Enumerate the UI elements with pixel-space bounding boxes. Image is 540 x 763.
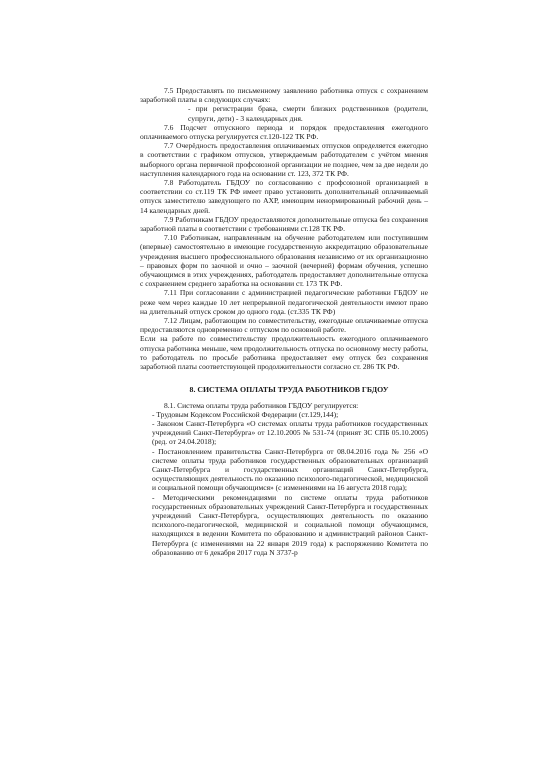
paragraph-p8-1c: - Постановлением правительства Санкт-Петербурга от 08.04.2016 года № 256 «О системе оплаты труда работников государственных образовательных организаций Санкт-Петербурга и государственных организаций Санкт-Петербурга, осуществляющих деятельность по оказанию психолого-педагогической, медицинской и социальной помощи обучающимся» (с изменениями на 16 августа 2018 года);: [152, 446, 428, 493]
paragraph-p8-1b: - Законом Санкт-Петербурга «О системах оплаты труда работников государственных учреждений Санкт-Петербурга» от 12.10.2005 № 531-74 (принят ЗС СПБ 05.10.2005) (ред. от 24.04.2018);: [152, 418, 428, 447]
paragraph-p7-12: 7.12 Лицам, работающим по совместительству, ежегодные оплачиваемые отпуска предоставляются одновременно с отпуском по основной работе.: [140, 316, 428, 335]
paragraph-p7-6: 7.6 Подсчет отпускного периода и порядок предоставления ежегодного оплачиваемого отпуска регулируется ст.120-122 ТК РФ.: [140, 122, 428, 142]
paragraph-p7-7: 7.7 Очерёдность предоставления оплачиваемых отпусков определяется ежегодно в соответствии с графиком отпусков, утверждаемым работодателем с учётом мнения выборного органа первичной профсоюзной организации не позднее, чем за две недели до наступления календарного года на основании ст. 123, 372 ТК РФ.: [140, 141, 428, 178]
paragraph-p7-12b: Если на работе по совместительству продолжительность ежегодного оплачиваемого отпуска работника меньше, чем продолжительность отпуска по основному месту работы, то работодатель по просьбе работника предоставляет ему отпуск без сохранения заработной платы соответствующей продолжительности согласно ст. 286 ТК РФ.: [140, 334, 428, 372]
section-8-heading: 8. СИСТЕМА ОПЛАТЫ ТРУДА РАБОТНИКОВ ГБДОУ: [189, 385, 389, 395]
paragraph-p8-1d: - Методическими рекомендациями по системе оплаты труда работников государственных образовательных учреждений Санкт-Петербурга и государственных учреждений Санкт-Петербурга, осуществляющих деятельность по оказанию психолого-педагогической, медицинской и социальной помощи обучающимся, находящихся в ведении Комитета по образованию и администраций районов Санкт-Петербурга (с изменениями на 22 января 2019 года) к распоряжению Комитета по образованию от 6 декабря 2017 года N 3737-р: [152, 492, 428, 557]
paragraph-p8-1a: - Трудовым Кодексом Российской Федерации (ст.129,144);: [152, 409, 339, 419]
paragraph-p7-5a: - при регистрации брака, смерти близких родственников (родители, супруги, дети) - 3 календарных дня.: [188, 104, 428, 123]
section-8-paragraphs: [140, 401, 428, 557]
paragraph-p7-11: 7.11 При согласовании с администрацией педагогические работники ГБДОУ не реже чем через каждые 10 лет непрерывной педагогической деятельности имеют право на длительный отпуск сроком до одного года. (ст.335 ТК РФ): [140, 288, 428, 316]
section-7-paragraphs: [140, 86, 428, 371]
paragraph-p7-5: 7.5 Предоставлять по письменному заявлению работника отпуск с сохранением заработной платы в следующих случаях:: [140, 86, 428, 105]
paragraph-p7-10: 7.10 Работникам, направленным на обучение работодателем или поступившим (впервые) самостоятельно в имеющие государственную аккредитацию образовательные учреждения высшего профессионального образования независимо от их организационно – правовых форм по заочной и очно – заочной (вечерней) формам обучения, успешно обучающимся в этих учреждениях, работодатель предоставляет дополнительные отпуска с сохранением среднего заработка на основании ст. 173 ТК РФ.: [140, 233, 428, 289]
paragraph-p7-9: 7.9 Работникам ГБДОУ предоставляются дополнительные отпуска без сохранения заработной платы в соответствии с требованиями ст.128 ТК РФ.: [140, 214, 428, 234]
paragraph-p8-1: 8.1. Система оплаты труда работников ГБДОУ регулируется:: [164, 400, 359, 410]
paragraph-p7-8: 7.8 Работодатель ГБДОУ по согласованию с профсоюзной организацией в соответствии со ст.119 ТК РФ имеет право установить дополнительный оплачиваемый отпуск заместителю заведующего по АХР, имеющим ненормированный рабочий день – 14 календарных дней.: [140, 178, 428, 215]
